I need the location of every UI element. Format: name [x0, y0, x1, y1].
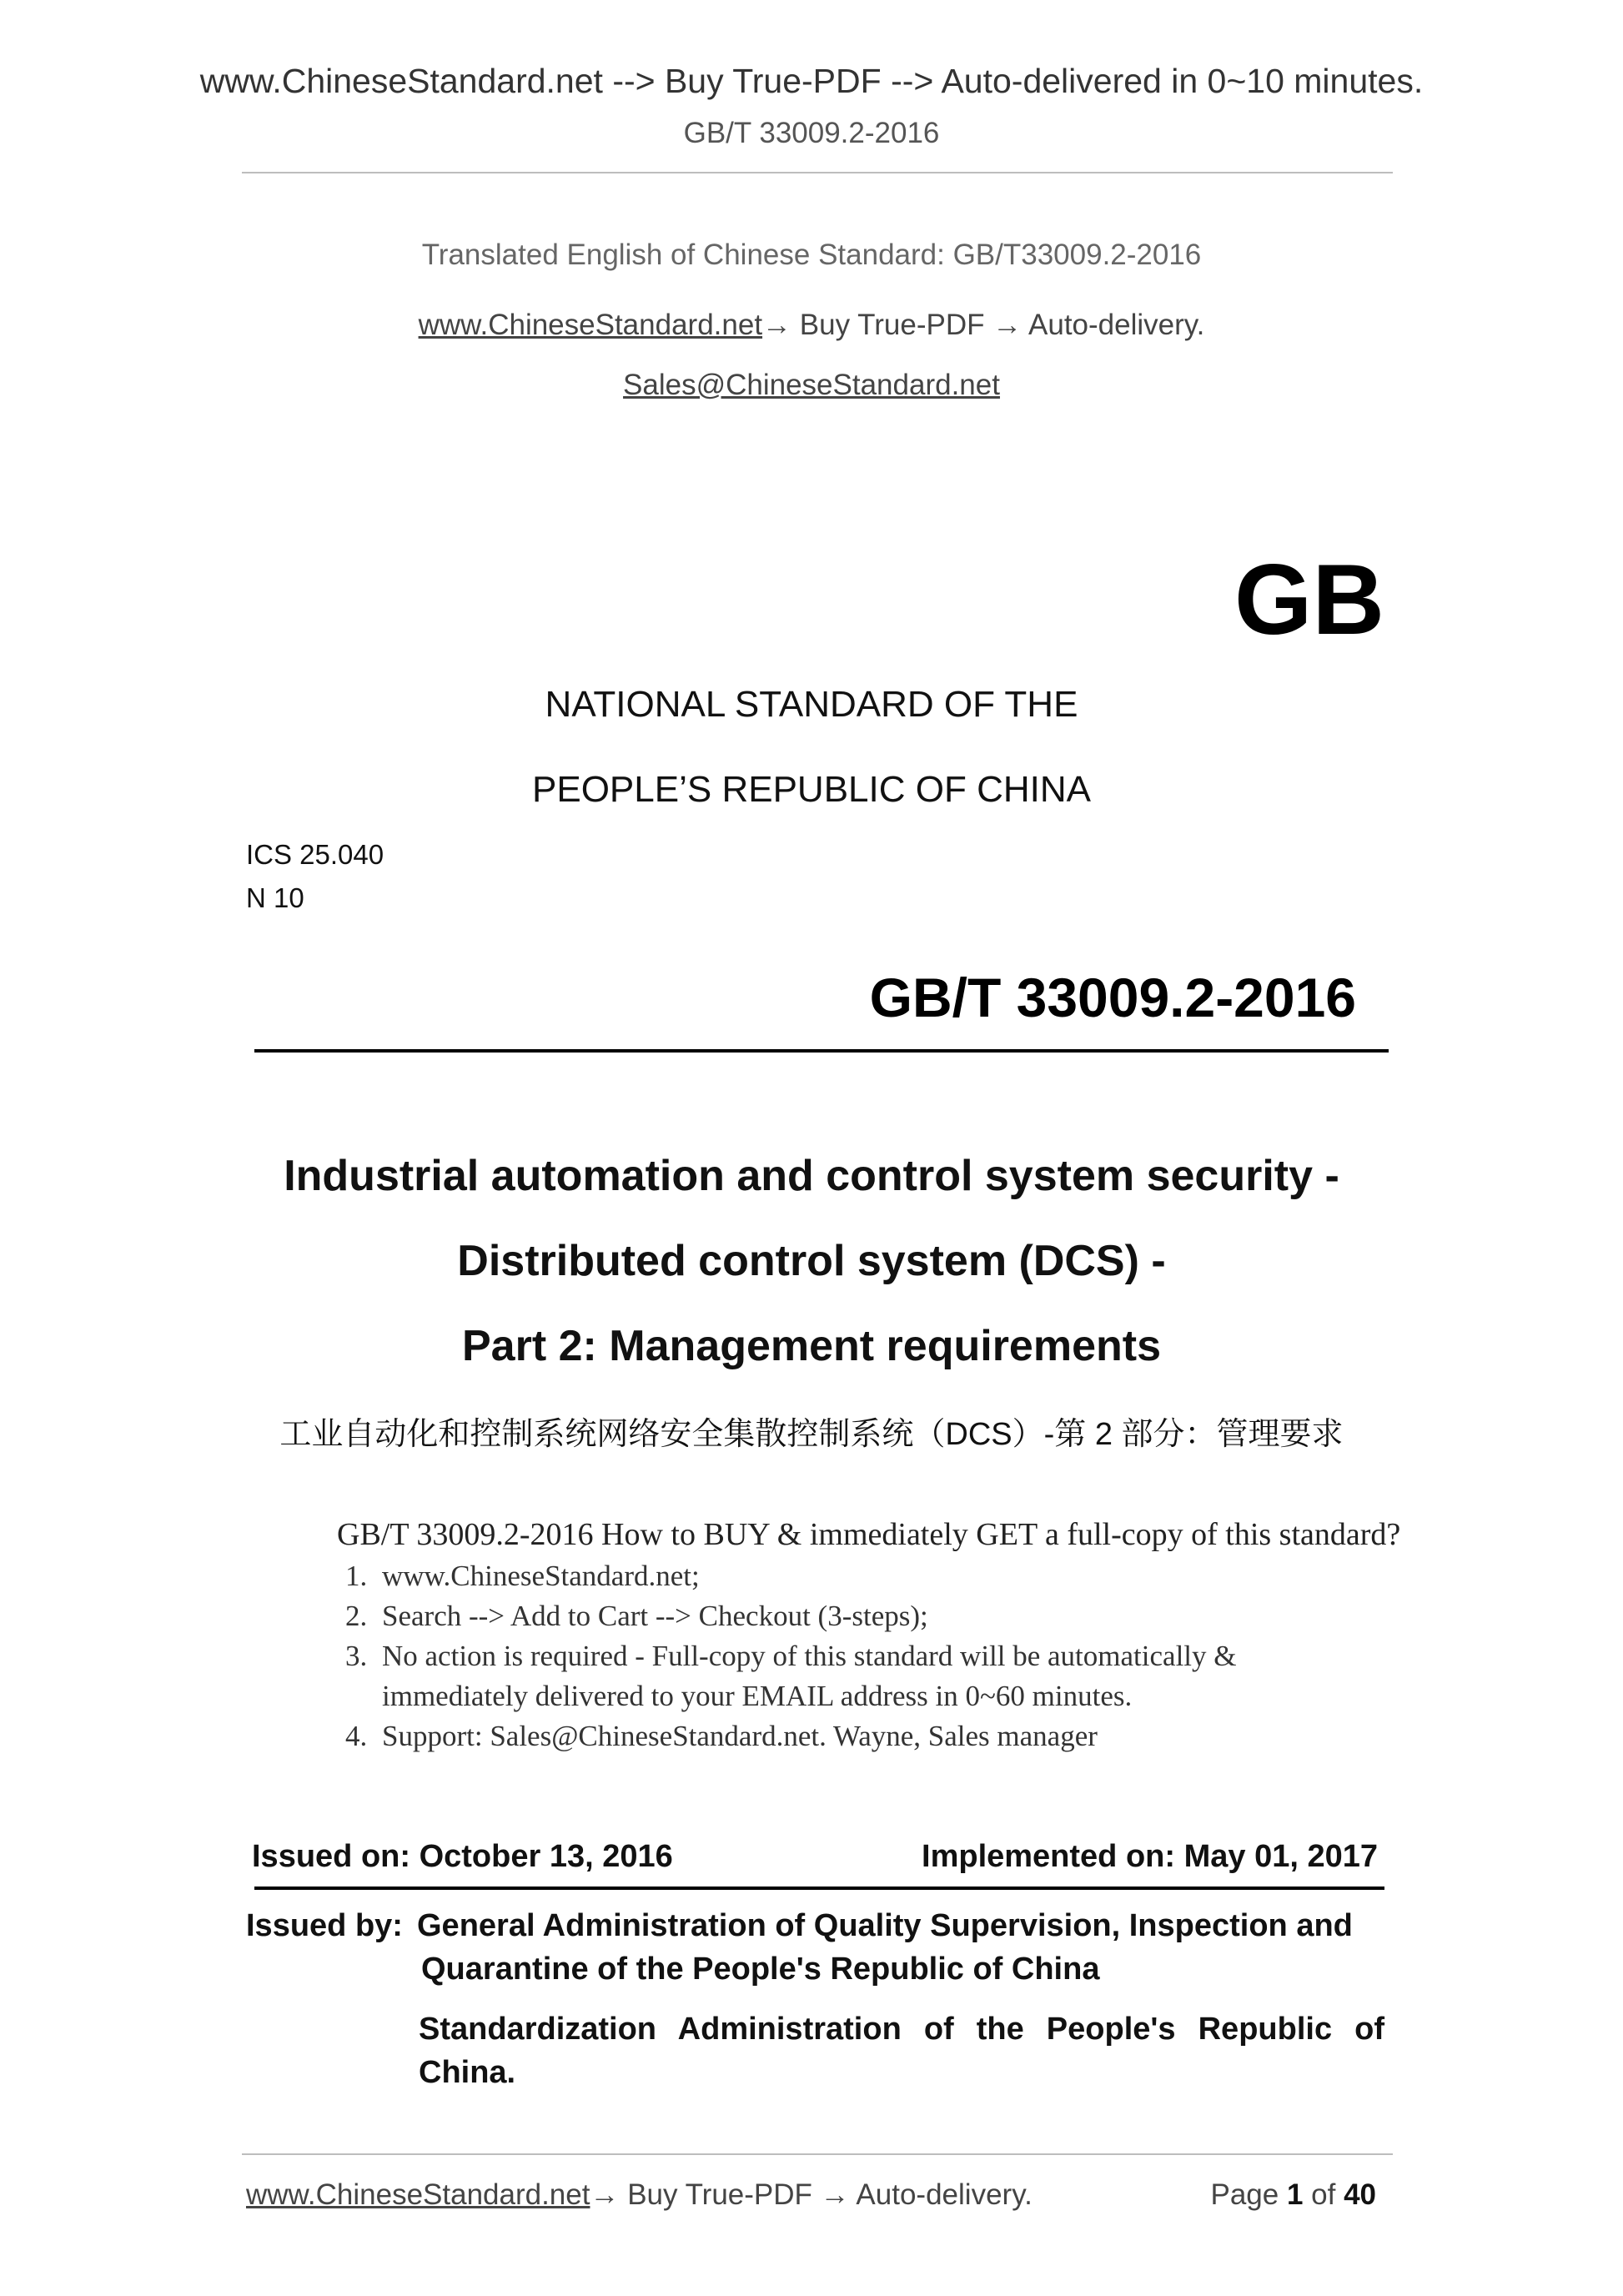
n-code: N 10 [246, 882, 304, 913]
list-item-text: No action is required - Full-copy of this standard will be automatically & [382, 1640, 1237, 1672]
page-current: 1 [1286, 2178, 1304, 2211]
list-item-number: 3. [345, 1640, 368, 1672]
header-divider [242, 172, 1393, 173]
auto-delivery-text: Auto-delivery. [1022, 309, 1205, 341]
issuer-org1-line1: General Administration of Quality Supervision, Inspection and [417, 1908, 1353, 1943]
list-item [337, 1636, 1421, 1676]
arrow-right-icon: → [590, 2178, 620, 2211]
list-item-number: 1. [345, 1560, 368, 1592]
page-of: of [1303, 2178, 1344, 2211]
list-item-text: Support: Sales@ChineseStandard.net. Wayne, Sales manager [382, 1720, 1098, 1752]
purchase-line [0, 309, 1623, 342]
footer-buy-text: Buy True-PDF [619, 2178, 821, 2211]
issuer-org2-line1: Standardization Administration of the People's Republic of [419, 2012, 1384, 2047]
issued-by-label: Issued by: [246, 1908, 403, 1943]
list-item-number: 4. [345, 1720, 368, 1752]
page-indicator [1210, 2178, 1376, 2212]
page-prefix: Page [1210, 2178, 1287, 2211]
translated-notice: Translated English of Chinese Standard: GB/T33009.2-2016 [421, 239, 1202, 271]
standard-number: GB/T 33009.2-2016 [869, 967, 1356, 1028]
buy-instructions [337, 1516, 1421, 1756]
list-item-text: Search --> Add to Cart --> Checkout (3-steps); [382, 1600, 928, 1632]
site-link[interactable]: www.ChineseStandard.net [418, 309, 763, 341]
national-standard-line2: PEOPLE’S REPUBLIC OF CHINA [532, 769, 1091, 810]
sales-email-link[interactable]: Sales@ChineseStandard.net [623, 369, 1000, 401]
gb-logo-mark: GB [1234, 544, 1384, 656]
footer-auto-delivery-text: Auto-delivery. [849, 2178, 1033, 2211]
buy-text: Buy True-PDF [791, 309, 993, 341]
buy-steps-list [337, 1556, 1421, 1756]
ics-code: ICS 25.040 [246, 839, 384, 870]
title-chinese: 工业自动化和控制系统网络安全集散控制系统（DCS）-第 2 部分：管理要求 [279, 1417, 1344, 1452]
footer-site-link[interactable]: www.ChineseStandard.net [246, 2178, 590, 2211]
email-line [0, 369, 1623, 402]
dates-divider [254, 1887, 1384, 1890]
issued-on-date: Issued on: October 13, 2016 [252, 1839, 673, 1874]
implemented-on-date: Implemented on: May 01, 2017 [922, 1839, 1378, 1874]
arrow-right-icon: → [992, 309, 1023, 341]
issuer-org2-line2: China. [419, 2055, 516, 2090]
list-item [337, 1596, 1421, 1636]
header-doc-code: GB/T 33009.2-2016 [683, 117, 940, 149]
arrow-right-icon: → [762, 309, 792, 341]
arrow-right-icon: → [820, 2178, 850, 2211]
buy-heading: GB/T 33009.2-2016 How to BUY & immediately GET a full-copy of this standard? [337, 1517, 1401, 1552]
title-line2: Distributed control system (DCS) - [457, 1237, 1166, 1285]
title-line3: Part 2: Management requirements [461, 1322, 1162, 1370]
title-line1: Industrial automation and control system security - [284, 1152, 1339, 1200]
footer-divider [242, 2153, 1393, 2155]
list-item-text: immediately delivered to your EMAIL address in 0~60 minutes. [382, 1680, 1133, 1712]
list-item [337, 1716, 1421, 1756]
list-item-text: www.ChineseStandard.net; [382, 1560, 700, 1592]
header-banner: www.ChineseStandard.net --> Buy True-PDF --> Auto-delivered in 0~10 minutes. [199, 62, 1424, 100]
national-standard-line1: NATIONAL STANDARD OF THE [545, 684, 1078, 725]
page-total: 40 [1344, 2178, 1376, 2211]
issuer-org1-line2: Quarantine of the People's Republic of China [421, 1952, 1100, 1987]
footer-purchase-line [246, 2178, 1033, 2212]
list-item-continuation [337, 1676, 1421, 1716]
list-item [337, 1556, 1421, 1596]
list-item-number: 2. [345, 1600, 368, 1632]
standard-number-divider [254, 1049, 1389, 1053]
